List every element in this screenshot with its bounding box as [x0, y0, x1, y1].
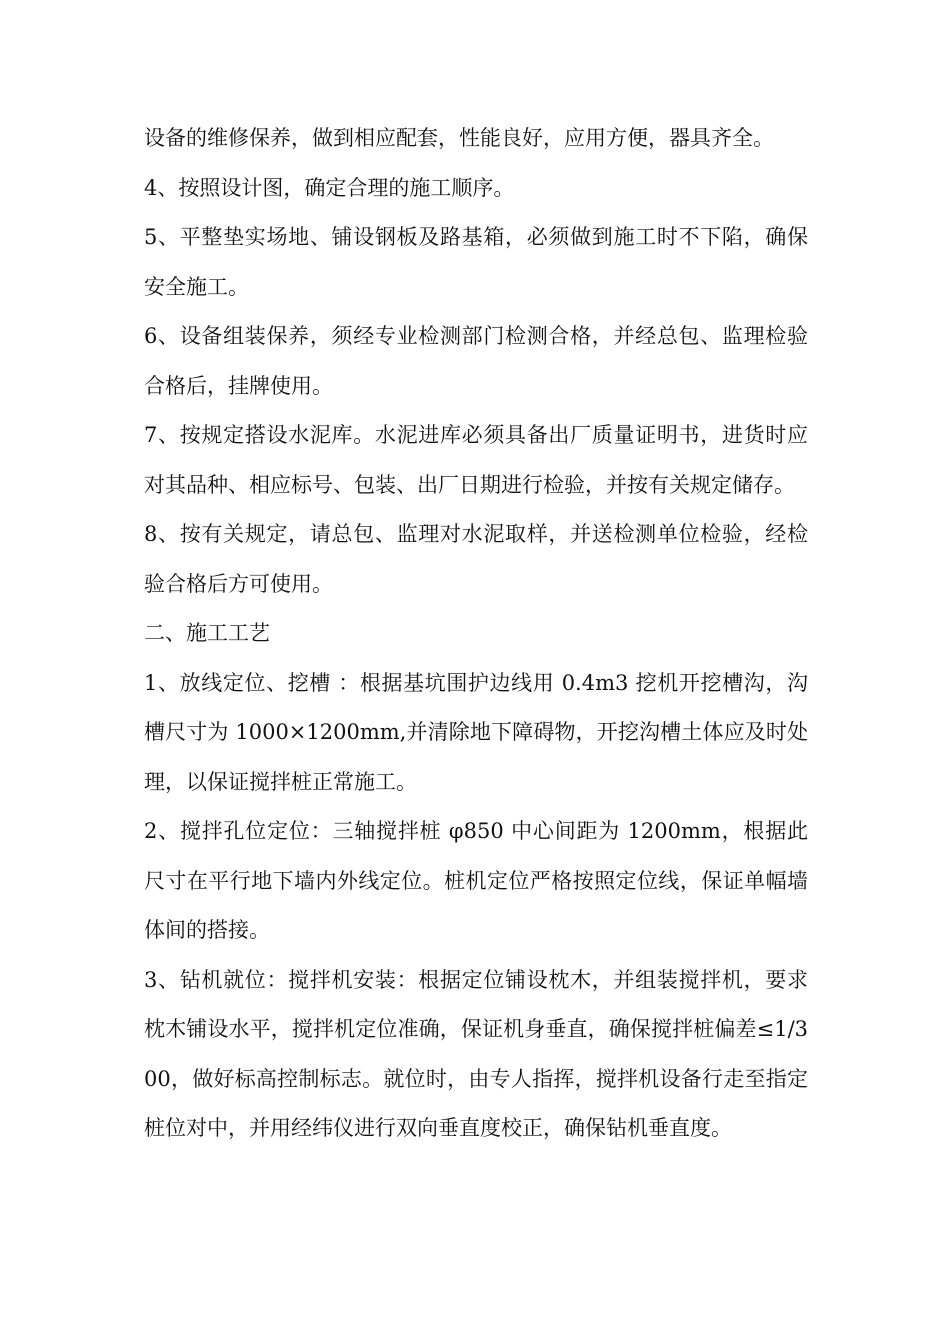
paragraph-item-7: 7、按规定搭设水泥库。水泥进库必须具备出厂质量证明书，进货时应对其品种、相应标号、包装、出厂日期进行检验，并按有关规定储存。 — [144, 423, 808, 497]
paragraph-process-3: 3、钻机就位：搅拌机安装：根据定位铺设枕木，并组装搅拌机，要求枕木铺设水平，搅拌机定位准确，保证机身垂直，确保搅拌桩偏差≤1/300，做好标高控制标志。就位时，由专人指挥，搅拌机设备行走至指定桩位对中，并用经纬仪进行双向垂直度校正，确保钻机垂直度。 — [144, 967, 808, 1140]
paragraph-process-2: 2、搅拌孔位定位：三轴搅拌桩 φ850 中心间距为 1200mm，根据此尺寸在平行地下墙内外线定位。桩机定位严格按照定位线，保证单幅墙体间的搭接。 — [144, 819, 808, 942]
document-body — [144, 114, 808, 1154]
paragraph-item-4: 4、按照设计图，确定合理的施工顺序。 — [144, 175, 515, 200]
paragraph-process-1: 1、放线定位、挖槽 ：根据基坑围护边线用 0.4m3 挖机开挖槽沟，沟槽尺寸为 1000×1200mm,并清除地下障碍物，开挖沟槽土体应及时处理，以保证搅拌桩正常施工。 — [144, 670, 808, 794]
paragraph-item-8: 8、按有关规定，请总包、监理对水泥取样，并送检测单位检验，经检验合格后方可使用。 — [144, 522, 808, 596]
section-heading-construction-process: 二、施工工艺 — [144, 621, 270, 645]
paragraph-item-6: 6、设备组装保养，须经专业检测部门检测合格，并经总包、监理检验合格后，挂牌使用。 — [144, 324, 808, 398]
paragraph-item-5: 5、平整垫实场地、铺设钢板及路基箱，必须做到施工时不下陷，确保安全施工。 — [144, 225, 808, 299]
paragraph-equipment-maintenance: 设备的维修保养，做到相应配套，性能良好，应用方便，器具齐全。 — [144, 126, 774, 150]
